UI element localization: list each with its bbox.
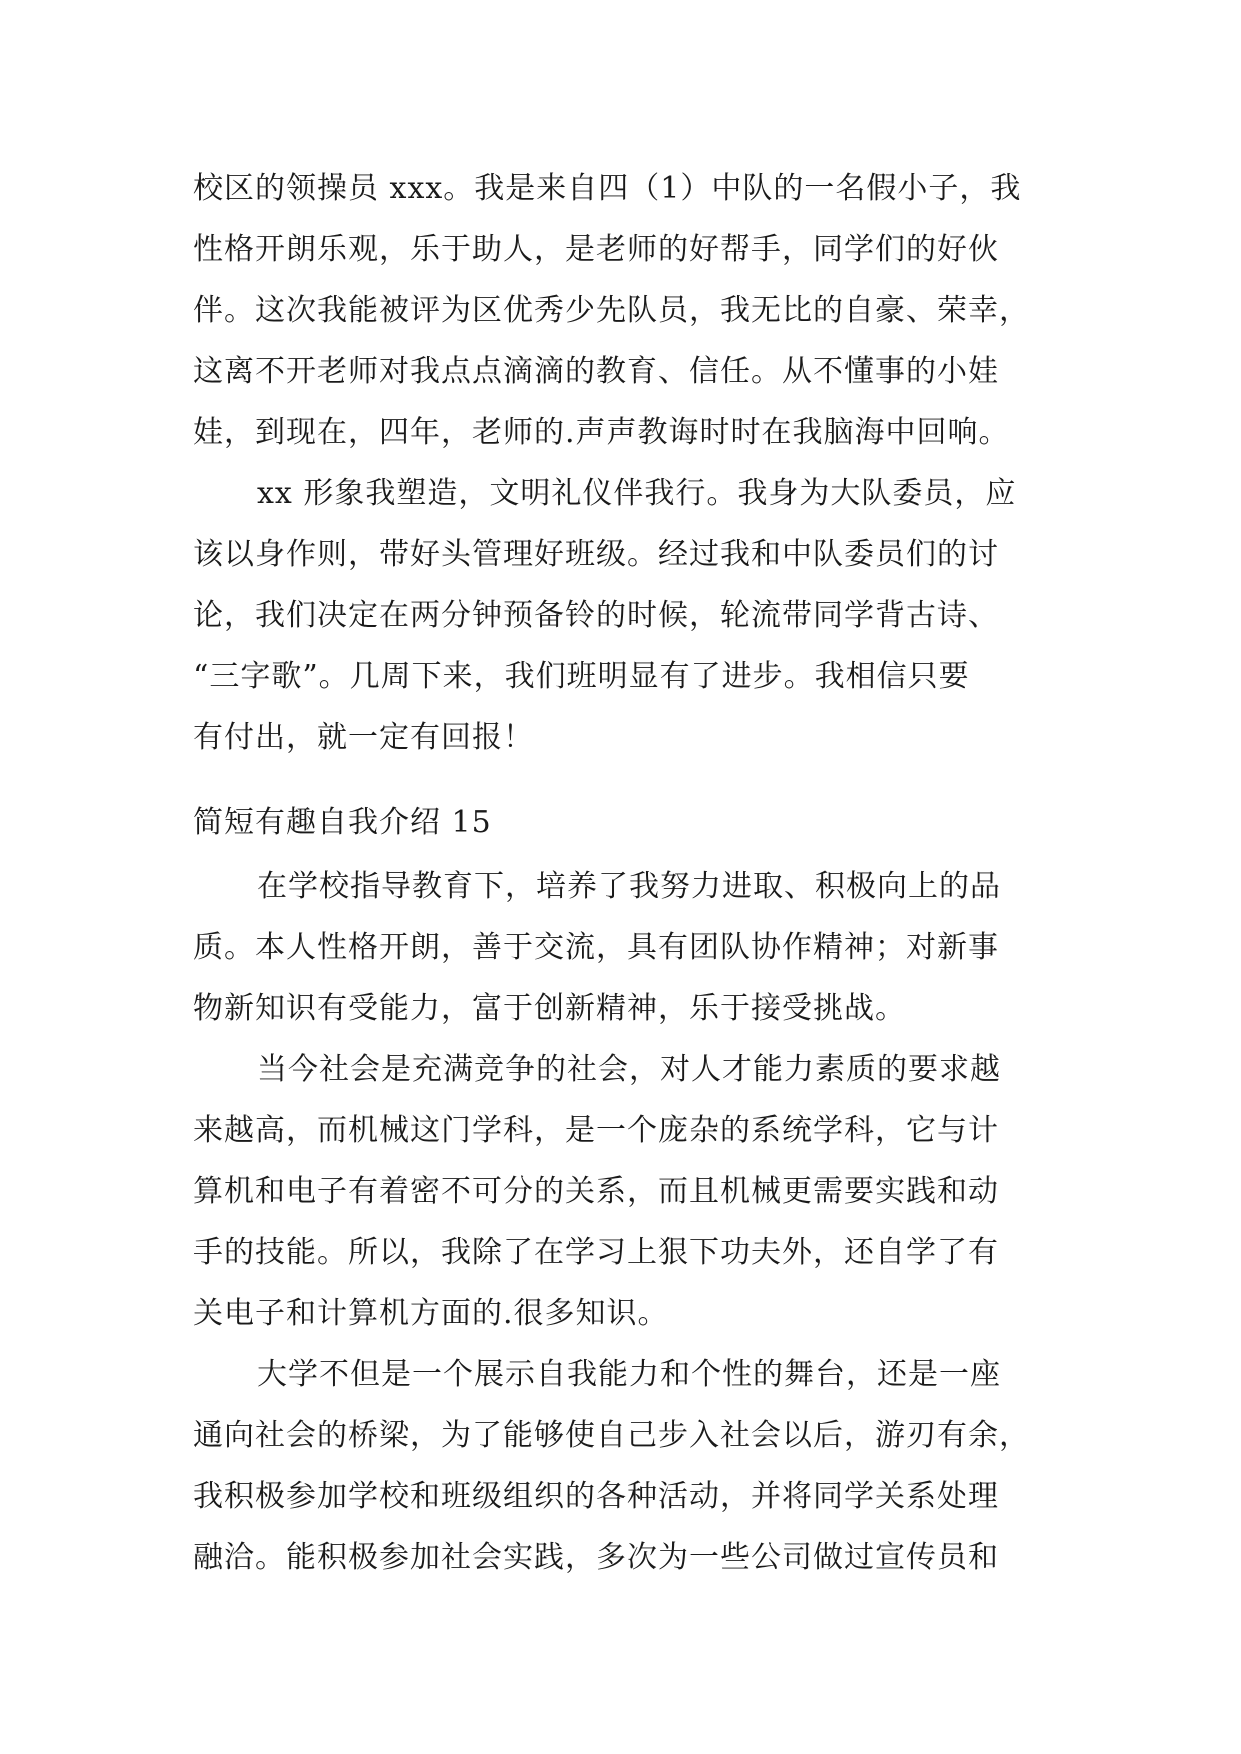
text-line: 这离不开老师对我点点滴滴的教育、信任。从不懂事的小娃 — [193, 354, 999, 389]
text-line: 质。本人性格开朗，善于交流，具有团队协作精神；对新事 — [193, 930, 999, 965]
paragraph-4 — [193, 1039, 1053, 1344]
text-line: 物新知识有受能力，富于创新精神，乐于接受挑战。 — [193, 991, 906, 1026]
text-line: 当今社会是充满竞争的社会，对人才能力素质的要求越 — [257, 1052, 1001, 1087]
text-line: 伴。这次我能被评为区优秀少先队员，我无比的自豪、荣幸， — [193, 293, 1030, 328]
text-line: 手的技能。所以，我除了在学习上狠下功夫外，还自学了有 — [193, 1235, 999, 1270]
paragraph-1 — [193, 158, 1053, 463]
text-line: “三字歌”。几周下来，我们班明显有了进步。我相信只要 — [193, 659, 970, 694]
text-line: 融洽。能积极参加社会实践，多次为一些公司做过宣传员和 — [193, 1540, 999, 1575]
text-line: xx 形象我塑造，文明礼仪伴我行。我身为大队委员，应 — [257, 476, 1017, 511]
text-line: 该以身作则，带好头管理好班级。经过我和中队委员们的讨 — [193, 537, 999, 572]
paragraph-5 — [193, 1344, 1053, 1588]
paragraph-3 — [193, 856, 1053, 1039]
text-line: 论，我们决定在两分钟预备铃的时候，轮流带同学背古诗、 — [193, 598, 999, 633]
text-line: 关电子和计算机方面的.很多知识。 — [193, 1296, 669, 1331]
text-line: 在学校指导教育下，培养了我努力进取、积极向上的品 — [257, 869, 1001, 904]
text-line: 算机和电子有着密不可分的关系，而且机械更需要实践和动 — [193, 1174, 999, 1209]
text-line: 通向社会的桥梁，为了能够使自己步入社会以后，游刃有余， — [193, 1418, 1030, 1453]
text-line: 性格开朗乐观，乐于助人，是老师的好帮手，同学们的好伙 — [193, 232, 999, 267]
text-line: 有付出，就一定有回报！ — [193, 720, 534, 755]
text-line: 娃，到现在，四年，老师的.声声教诲时时在我脑海中回响。 — [193, 415, 1010, 450]
text-line: 大学不但是一个展示自我能力和个性的舞台，还是一座 — [257, 1357, 1001, 1392]
paragraph-2 — [193, 463, 1053, 768]
text-line: 来越高，而机械这门学科，是一个庞杂的系统学科，它与计 — [193, 1113, 999, 1148]
text-line: 校区的领操员 xxx。我是来自四（1）中队的一名假小子，我 — [193, 171, 1022, 206]
section-title: 简短有趣自我介绍 15 — [193, 805, 492, 840]
text-line: 我积极参加学校和班级组织的各种活动，并将同学关系处理 — [193, 1479, 999, 1514]
section-heading — [193, 792, 1053, 853]
